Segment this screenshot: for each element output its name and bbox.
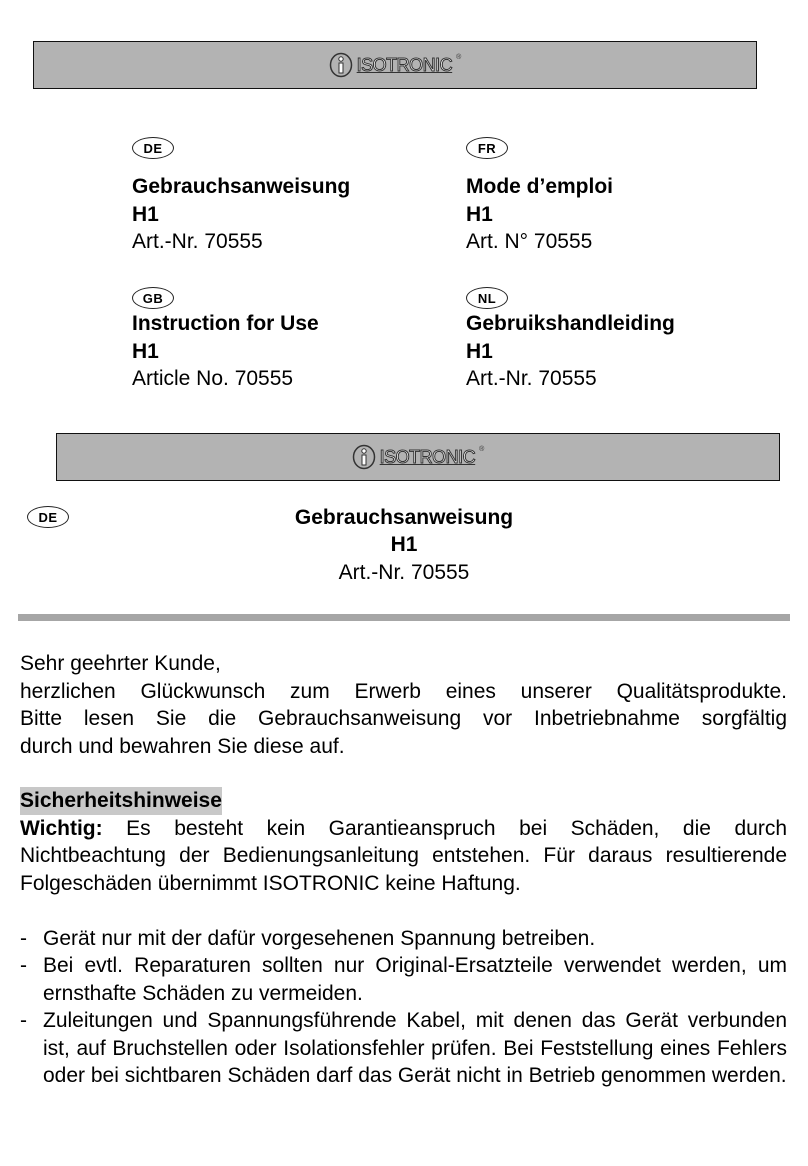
brand-logo-2: [352, 444, 485, 470]
brand-name: ISOTRONIC: [356, 54, 453, 75]
important-notice: [20, 815, 787, 898]
lang-badge-nl: NL: [466, 287, 508, 309]
safety-heading: Sicherheitshinweise: [20, 787, 222, 815]
important-label: Wichtig:: [20, 816, 103, 840]
lang-badge-gb: GB: [132, 287, 174, 309]
registered-mark-2: ®: [479, 446, 485, 453]
cover-block-nl: [466, 310, 675, 393]
brand-banner-top: [33, 41, 757, 89]
safety-section: [20, 787, 787, 1090]
cover-block-de: [132, 173, 350, 256]
lang-badge-fr: FR: [466, 137, 508, 159]
intro-line-3: durch und bewahren Sie diese auf.: [20, 734, 345, 758]
cover-model-fr: H1: [466, 202, 493, 226]
isotronic-logo-icon: [329, 52, 353, 78]
list-item: - Gerät nur mit der dafür vorgesehenen Spannung betreiben.: [20, 925, 787, 953]
section-model: H1: [390, 533, 418, 556]
intro-text: [20, 650, 787, 760]
list-item: - Zuleitungen und Spannungsführende Kabel, mit denen das Gerät verbunden ist, auf Bruchstellen oder Isolationsfehler prüfen. Bei Feststellung eines Fehlers oder bei sichtbaren Schäden darf das Gerät nicht in Betrieb genommen werden.: [20, 1007, 787, 1090]
section-lang-badge: DE: [27, 506, 69, 528]
brand-logo: [329, 52, 462, 78]
brand-name-2: ISOTRONIC: [379, 446, 476, 467]
cover-model-de: H1: [132, 202, 159, 226]
cover-model-nl: H1: [466, 339, 493, 363]
section-article: Art.-Nr. 70555: [338, 561, 470, 584]
cover-article-de: Art.-Nr. 70555: [132, 230, 263, 253]
section-divider: [18, 614, 790, 621]
important-text: Es besteht kein Garantieanspruch bei Schäden, die durch Nichtbeachtung der Bedienungsanleitung entstehen. Für daraus resultierende Folgeschäden übernimmt ISOTRONIC keine Haftung.: [20, 816, 787, 895]
isotronic-logo-icon: [352, 444, 376, 470]
list-item: - Bei evtl. Reparaturen sollten nur Original-Ersatzteile verwendet werden, um ernsthafte Schäden zu vermeiden.: [20, 952, 787, 1007]
cover-article-nl: Art.-Nr. 70555: [466, 367, 597, 390]
cover-title-nl: Gebruikshandleiding: [466, 312, 675, 335]
safety-list: [20, 925, 787, 1090]
cover-block-gb: [132, 310, 319, 393]
intro-line-2: Bitte lesen Sie die Gebrauchsanweisung vor Inbetriebnahme sorgfältig: [20, 707, 787, 730]
registered-mark: ®: [456, 54, 462, 61]
cover-title-gb: Instruction for Use: [132, 312, 319, 335]
cover-title-de: Gebrauchsanweisung: [132, 175, 351, 198]
cover-block-fr: [466, 173, 613, 256]
cover-article-gb: Article No. 70555: [132, 367, 294, 390]
cover-article-fr: Art. N° 70555: [466, 230, 593, 253]
intro-greeting: Sehr geehrter Kunde,: [20, 652, 221, 675]
section-title: Gebrauchsanweisung: [294, 506, 514, 529]
cover-title-fr: Mode d’emploi: [466, 175, 613, 198]
brand-banner-section: [56, 433, 780, 481]
cover-model-gb: H1: [132, 339, 159, 363]
intro-line-1: herzlichen Glückwunsch zum Erwerb eines unserer Qualitätsprodukte.: [20, 679, 787, 703]
lang-badge-de: DE: [132, 137, 174, 159]
